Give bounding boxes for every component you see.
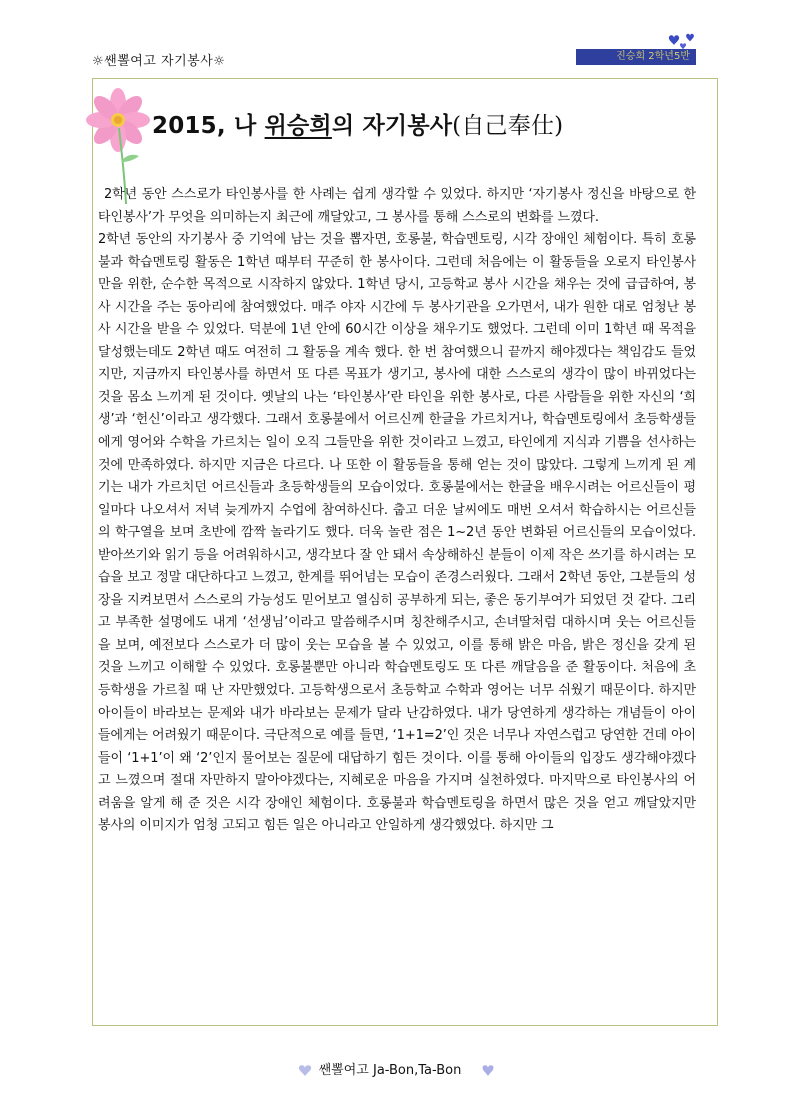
lavender-heart-icon [296,1064,314,1078]
title-suffix: 의 자기봉사 [331,113,453,139]
header-title: ☼쌘뽈여고 자기봉사☼ [92,54,226,69]
title-name: 위승희 [264,113,332,139]
title-hanja: (自己奉仕) [452,113,564,139]
title-prefix: 2015, 나 [152,113,265,139]
paragraph-main: 2학년 동안의 자기봉사 중 기억에 남는 것을 뽑자면, 호롱불, 학습멘토링, 시각 장애인 체험이다. 특히 호롱불과 학습멘토링 활동은 1학년 때부터 꾸준히 한 봉사이다. 그런데 처음에는 이 활동들을 오로지 타인봉사만을 위한, 순수한 목적으로 시작하지 않았다. 1학년 당시, 고등학교 봉사 시간을 채우는 것에 급급하여, 봉사 시간을 주는 동아리에 참여했었다. 매주 야자 시간에 두 봉사기관을 오가면서, 내가 원한 대로 엄청난 봉사 시간을 받을 수 있었다. 덕분에 1년 안에 60시간 이상을 채우기도 했었다. 그런데 이미 1학년 때 목적을 달성했는데도 2학년 때도 여전히 그 활동을 계속 했다. 한 번 참여했으니 끝까지 해야겠다는 책임감도 들었지만, 지금까지 타인봉사를 하면서 또 다른 목표가 생기고, 봉사에 대한 스스로의 생각이 많이 바뀌었다는 것을 몸소 느끼게 된 것이다. 옛날의 나는 ‘타인봉사’란 타인을 위한 봉사로, 다른 사람들을 위한 자신의 ‘희생’과 ‘헌신’이라고 생각했다. 그래서 호롱불에서 어르신께 한글을 가르치거나, 학습멘토링에서 초등학생들에게 영어와 수학을 가르치는 일이 오직 그들만을 위한 것이라고 느꼈고, 타인에게 지식과 기쁨을 선사하는 것에 만족하였다. 하지만 지금은 다르다. 나 또한 이 활동들을 통해 얻는 것이 많았다. 그렇게 느끼게 된 계기는 내가 가르치던 어르신들과 초등학생들의 모습이었다. 호롱불에서는 한글을 배우시려는 어르신들이 평일마다 나오셔서 저녁 늦게까지 수업에 참여하신다. 춥고 더운 날씨에도 매번 오셔서 학습하시는 어르신들의 학구열을 보며 초반에 깜짝 놀라기도 했다. 더욱 놀란 점은 1~2년 동안 변화된 어르신들의 모습이었다. 받아쓰기와 읽기 등을 어려워하시고, 생각보다 잘 안 돼서 속상해하신 분들이 이제 작은 쓰기를 하시려는 모습을 보고 정말 대단하다고 느꼈고, 한계를 뛰어넘는 모습이 존경스러웠다. 그래서 2학년 동안, 그분들의 성장을 지켜보면서 스스로의 가능성도 믿어보고 열심히 공부하게 되는, 좋은 동기부여가 되었던 것 같다. 그리고 부족한 설명에도 내게 ‘선생님’이라고 말씀해주시며 칭찬해주시고, 손녀딸처럼 대하시며 웃는 어르신들을 보며, 예전보다 스스로가 더 많이 웃는 모습을 볼 수 있었고, 이를 통해 밝은 마음, 밝은 정신을 갖게 된 것을 느끼고 이해할 수 있었다. 호롱불뿐만 아니라 학습멘토링도 또 다른 깨달음을 준 활동이다. 처음에 초등학생을 가르칠 때 난 자만했었다. 고등학생으로서 초등학교 수학과 영어는 너무 쉬웠기 때문이다. 하지만 아이들이 바라보는 문제와 내가 바라보는 문제가 달라 난감하였다. 내가 당연하게 생각하는 개념들이 아이들에게는 어려웠기 때문이다. 극단적으로 예를 들면, ‘1+1=2’인 것은 너무나 자연스럽고 당연한 건데 아이들이 ‘1+1’이 왜 ‘2’인지 물어보는 질문에 대답하기 힘든 것이다. 이를 통해 아이들의 입장도 생각해야겠다고 느꼈으며 절대 자만하지 말아야겠다는, 지혜로운 마음을 가지며 실천하였다. 마지막으로 타인봉사의 어려움을 알게 해 준 것은 시각 장애인 체험이다. 호롱불과 학습멘토링을 하면서 많은 것을 얻고 깨달았지만 봉사의 이미지가 엄청 고되고 힘든 일은 아니라고 안일하게 생각했었다. 하지만 그 [98,232,696,834]
lavender-heart-icon [480,1064,496,1078]
paragraph-intro: 2학년 동안 스스로가 타인봉사를 한 사례는 쉽게 생각할 수 있었다. 하지만 ‘자기봉사 정신을 바탕으로 한 타인봉사’가 무엇을 의미하는지 최근에 깨달았고, 그 봉사를 통해 스스로의 변화를 느꼈다. [98,187,696,225]
footer [0,1059,792,1078]
footer-text: 쌘뽈여고 Ja-Bon,Ta-Bon [318,1063,462,1078]
essay-body [98,184,696,838]
student-label: 진승희 2학년5반 [576,49,696,65]
page-title [152,107,563,140]
